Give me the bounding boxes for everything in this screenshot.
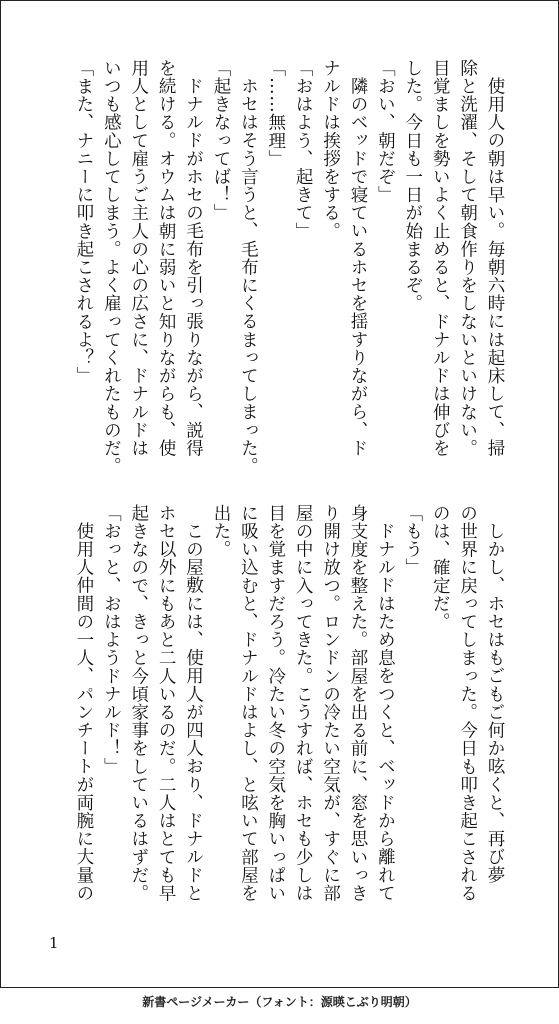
text-line: 「起きなってば！」 (210, 59, 231, 222)
text-line: ドナルドはため息をつくと、ベッドから離れて (375, 521, 396, 902)
text-line: の世界に戻ってしまった。今日も叩き起こされる (457, 504, 478, 903)
footer-caption: 新書ページメーカー（フォント：源暎こぶり明朝） (142, 995, 417, 1009)
text-line: ホセはそう言うと、毛布にくるまってしまった。 (238, 76, 259, 475)
text-line: 「おっと、おはようドナルド！」 (101, 504, 122, 776)
text-line: に吸い込むと、ドナルドはよし、と呟いて部屋を (238, 504, 259, 903)
text-line: 使用人の朝は早い。毎朝六時には起床して、掃 (485, 76, 505, 457)
text-line: 身支度を整えた。部屋を出る前に、窓を思いっき (347, 504, 368, 903)
text-line: この屋敷には、使用人が四人おり、ドナルドと (183, 521, 204, 902)
text-line: しかし、ホセはもごもご何か呟くと、再び夢 (485, 521, 505, 884)
text-line: ドナルドがホセの毛布を引っ張りながら、説得 (183, 76, 204, 457)
text-line: ホセ以外にもあと二人いるのだ。二人はとても早 (156, 504, 177, 903)
text-line: 「……無理」 (265, 59, 286, 168)
text-line: 出た。 (210, 504, 231, 559)
text-line: 「おい、朝だぞ」 (375, 59, 396, 204)
text-column-top (53, 59, 508, 476)
text-line: 使用人仲間の一人、パンチートが両腕に大量の (73, 521, 94, 902)
text-line: 用人として雇うご主人の心の広さに、ドナルドは (128, 59, 149, 458)
text-line: を続ける。オウムは朝に弱いと知りながらも、使 (156, 59, 177, 458)
text-line: 起きなので、きっと今頃家事をしているはずだ。 (128, 504, 149, 903)
text-line: した。今日も一日が始まるぞ。 (402, 59, 423, 313)
text-line: 「おはよう、起きて」 (293, 59, 314, 240)
text-line: 屋の中に入ってきた。こうすれば、ホセも少しは (293, 504, 314, 903)
text-line: いつも感心してしまう。よく雇ってくれたものだ。 (101, 59, 122, 476)
page-number: 1 (49, 934, 59, 952)
text-line: のは、確定だ。 (430, 504, 451, 631)
text-line: 目を覚ますだろう。冷たい冬の空気を胸いっぱい (265, 504, 286, 903)
text-line: ナルドは挨拶をする。 (320, 59, 341, 240)
text-line: 除と洗濯、そして朝食作りをしないといけない。 (457, 59, 478, 458)
text-line: 「もう」 (402, 504, 423, 577)
text-line: 「また、ナニーに叩き起こされるよ？」 (73, 59, 94, 385)
text-line: 目覚ましを勢いよく止めると、ドナルドは伸びを (430, 59, 451, 458)
text-line: り開け放つ。ロンドンの冷たい空気が、すぐに部 (320, 504, 341, 903)
text-line: 隣のベッドで寝ているホセを揺すりながら、ド (347, 76, 368, 457)
text-column-bottom (53, 504, 508, 908)
